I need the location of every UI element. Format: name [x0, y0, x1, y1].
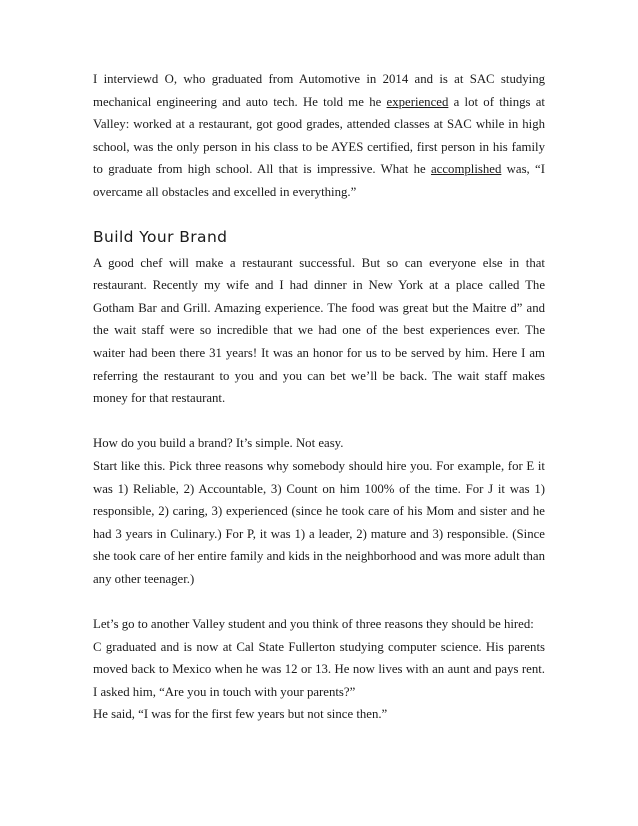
paragraph-interview-text-2: a lot of things at Valley: worked at a restaurant, got good grades, attended classes at SAC while in high school, was the only person in his class to be AYES certified, first person in his family to graduate from high school. All that is impressive. What he	[93, 94, 545, 177]
paragraph-restaurant: A good chef will make a restaurant successful. But so can everyone else in that restaurant. Recently my wife and I had dinner in New York at a place called The Gotham Bar and Grill. Amazing experience. The food was great but the Maitre d” and the wait staff were so incredible that we had one of the best experiences ever. The waiter had been there 31 years! It was an honor for us to be served by him. Here I am referring the restaurant to you and you can bet we’ll be back. The wait staff makes money for that restaurant.	[93, 255, 545, 406]
spacer	[93, 204, 545, 226]
section-heading: Build Your Brand	[93, 227, 228, 246]
paragraph-brand-question: How do you build a brand? It’s simple. Not easy.	[93, 436, 344, 451]
underlined-word-accomplished: accomplished	[431, 162, 502, 177]
spacer	[93, 410, 545, 433]
document-body	[93, 68, 545, 726]
paragraph-interview-text-1: I interviewd O, who graduated from Automotive in 2014 and is at SAC studying mechanical engineering and auto tech. He told me he	[93, 72, 545, 109]
underlined-word-experienced: experienced	[386, 94, 449, 109]
paragraph-three-reasons: Start like this. Pick three reasons why somebody should hire you. For example, for E it was 1) Reliable, 2) Accountable, 3) Count on him 100% of the time. For J it was 1) responsible, 2) caring, 3) experienced (since he took care of his Mom and sister and he had 3 years in Culinary.) For P, it was 1) a leader, 2) mature and 3) responsible. (Since she took care of her entire family and kids in the neighborhood and was more adult than any other teenager.)	[93, 458, 545, 586]
paragraph-student-c: C graduated and is now at Cal State Fullerton studying computer science. His parents moved back to Mexico when he was 12 or 13. He now lives with an aunt and pays rent. I asked him, “Are you in touch with your parents?”	[93, 639, 545, 699]
paragraph-quote: He said, “I was for the first few years but not since then.”	[93, 707, 388, 722]
paragraph-interview-text-3: was, “I overcame all obstacles and excelled in everything.”	[93, 162, 545, 199]
paragraph-interview	[93, 68, 545, 204]
paragraph-another-student: Let’s go to another Valley student and you think of three reasons they should be hired:	[93, 617, 534, 632]
spacer	[93, 590, 545, 613]
